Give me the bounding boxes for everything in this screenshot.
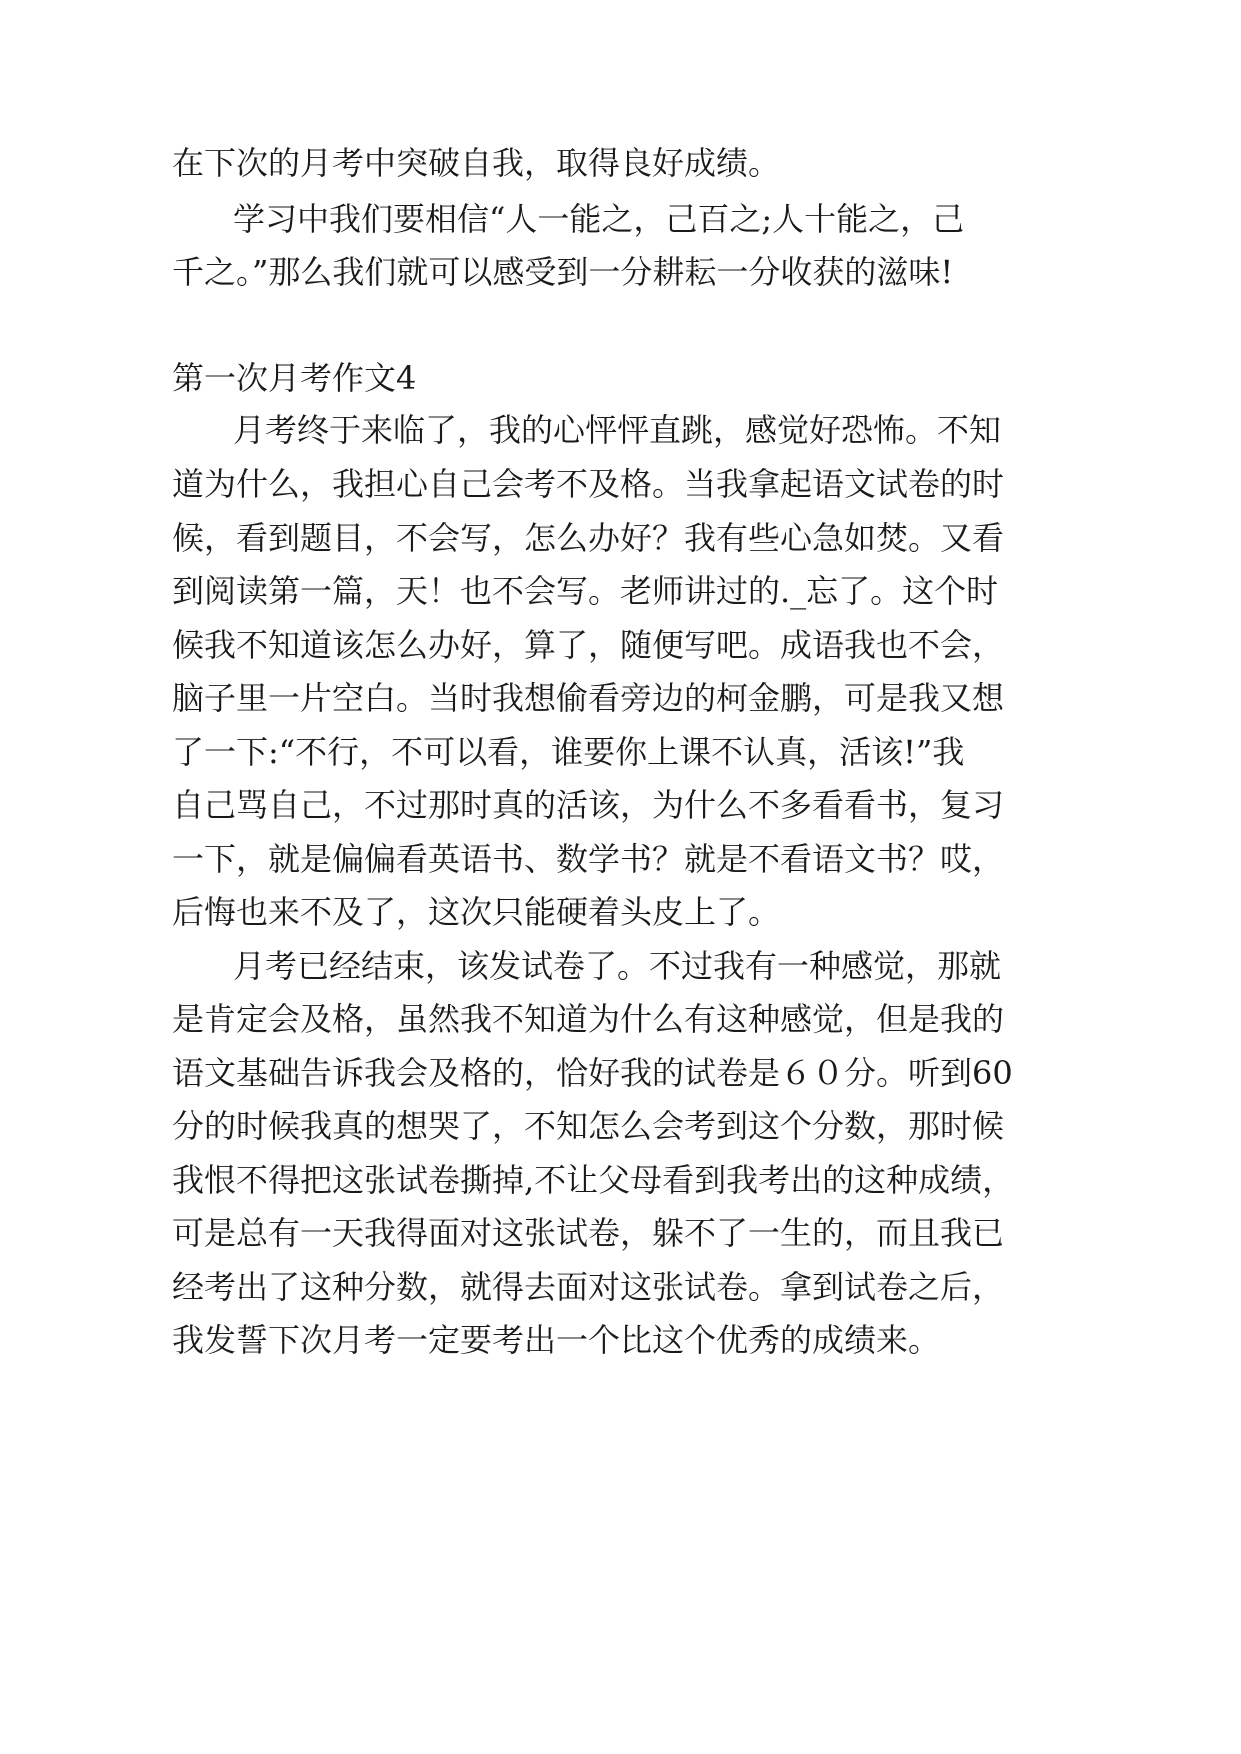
text-line: 千之。”那么我们就可以感受到一分耕耘一分收获的滋味! — [172, 253, 954, 291]
text-line: 学习中我们要相信“人一能之，己百之;人十能之，己 — [233, 200, 965, 238]
text-line: 是肯定会及格，虽然我不知道为什么有这种感觉，但是我的 — [172, 1000, 1005, 1038]
text-line: 我发誓下次月考一定要考出一个比这个优秀的成绩来。 — [172, 1321, 941, 1359]
text-line: 分的时候我真的想哭了，不知怎么会考到这个分数，那时候 — [172, 1107, 1005, 1145]
text-line: 了一下:“不行，不可以看，谁要你上课不认真，活该!”我 — [172, 733, 965, 771]
text-line: 候我不知道该怎么办好，算了，随便写吧。成语我也不会， — [172, 626, 1005, 664]
text-line: 后悔也来不及了，这次只能硬着头皮上了。 — [172, 893, 781, 931]
text-line: 在下次的月考中突破自我，取得良好成绩。 — [172, 144, 781, 182]
text-line: 月考终于来临了，我的心怦怦直跳，感觉好恐怖。不知 — [233, 411, 1002, 449]
text-line: 经考出了这种分数，就得去面对这张试卷。拿到试卷之后， — [172, 1268, 1005, 1306]
text-line: 月考已经结束，该发试卷了。不过我有一种感觉，那就 — [233, 947, 1002, 985]
text-line: 候，看到题目，不会写，怎么办好？我有些心急如焚。又看 — [172, 519, 1005, 557]
text-line: 自己骂自己，不过那时真的活该，为什么不多看看书，复习 — [172, 786, 1005, 824]
section-title: 第一次月考作文4 — [172, 359, 417, 397]
text-line: 我恨不得把这张试卷撕掉,不让父母看到我考出的这种成绩， — [172, 1161, 1015, 1199]
text-line: 脑子里一片空白。当时我想偷看旁边的柯金鹏，可是我又想 — [172, 679, 1005, 717]
text-line: 一下，就是偏偏看英语书、数学书？就是不看语文书？哎， — [172, 840, 1005, 878]
text-line: 道为什么，我担心自己会考不及格。当我拿起语文试卷的时 — [172, 465, 1005, 503]
text-line: 可是总有一天我得面对这张试卷，躲不了一生的，而且我已 — [172, 1214, 1005, 1252]
text-line: 到阅读第一篇，天！也不会写。老师讲过的._忘了。这个时 — [172, 572, 999, 610]
text-line: 语文基础告诉我会及格的，恰好我的试卷是６０分。听到60 — [172, 1054, 1013, 1092]
